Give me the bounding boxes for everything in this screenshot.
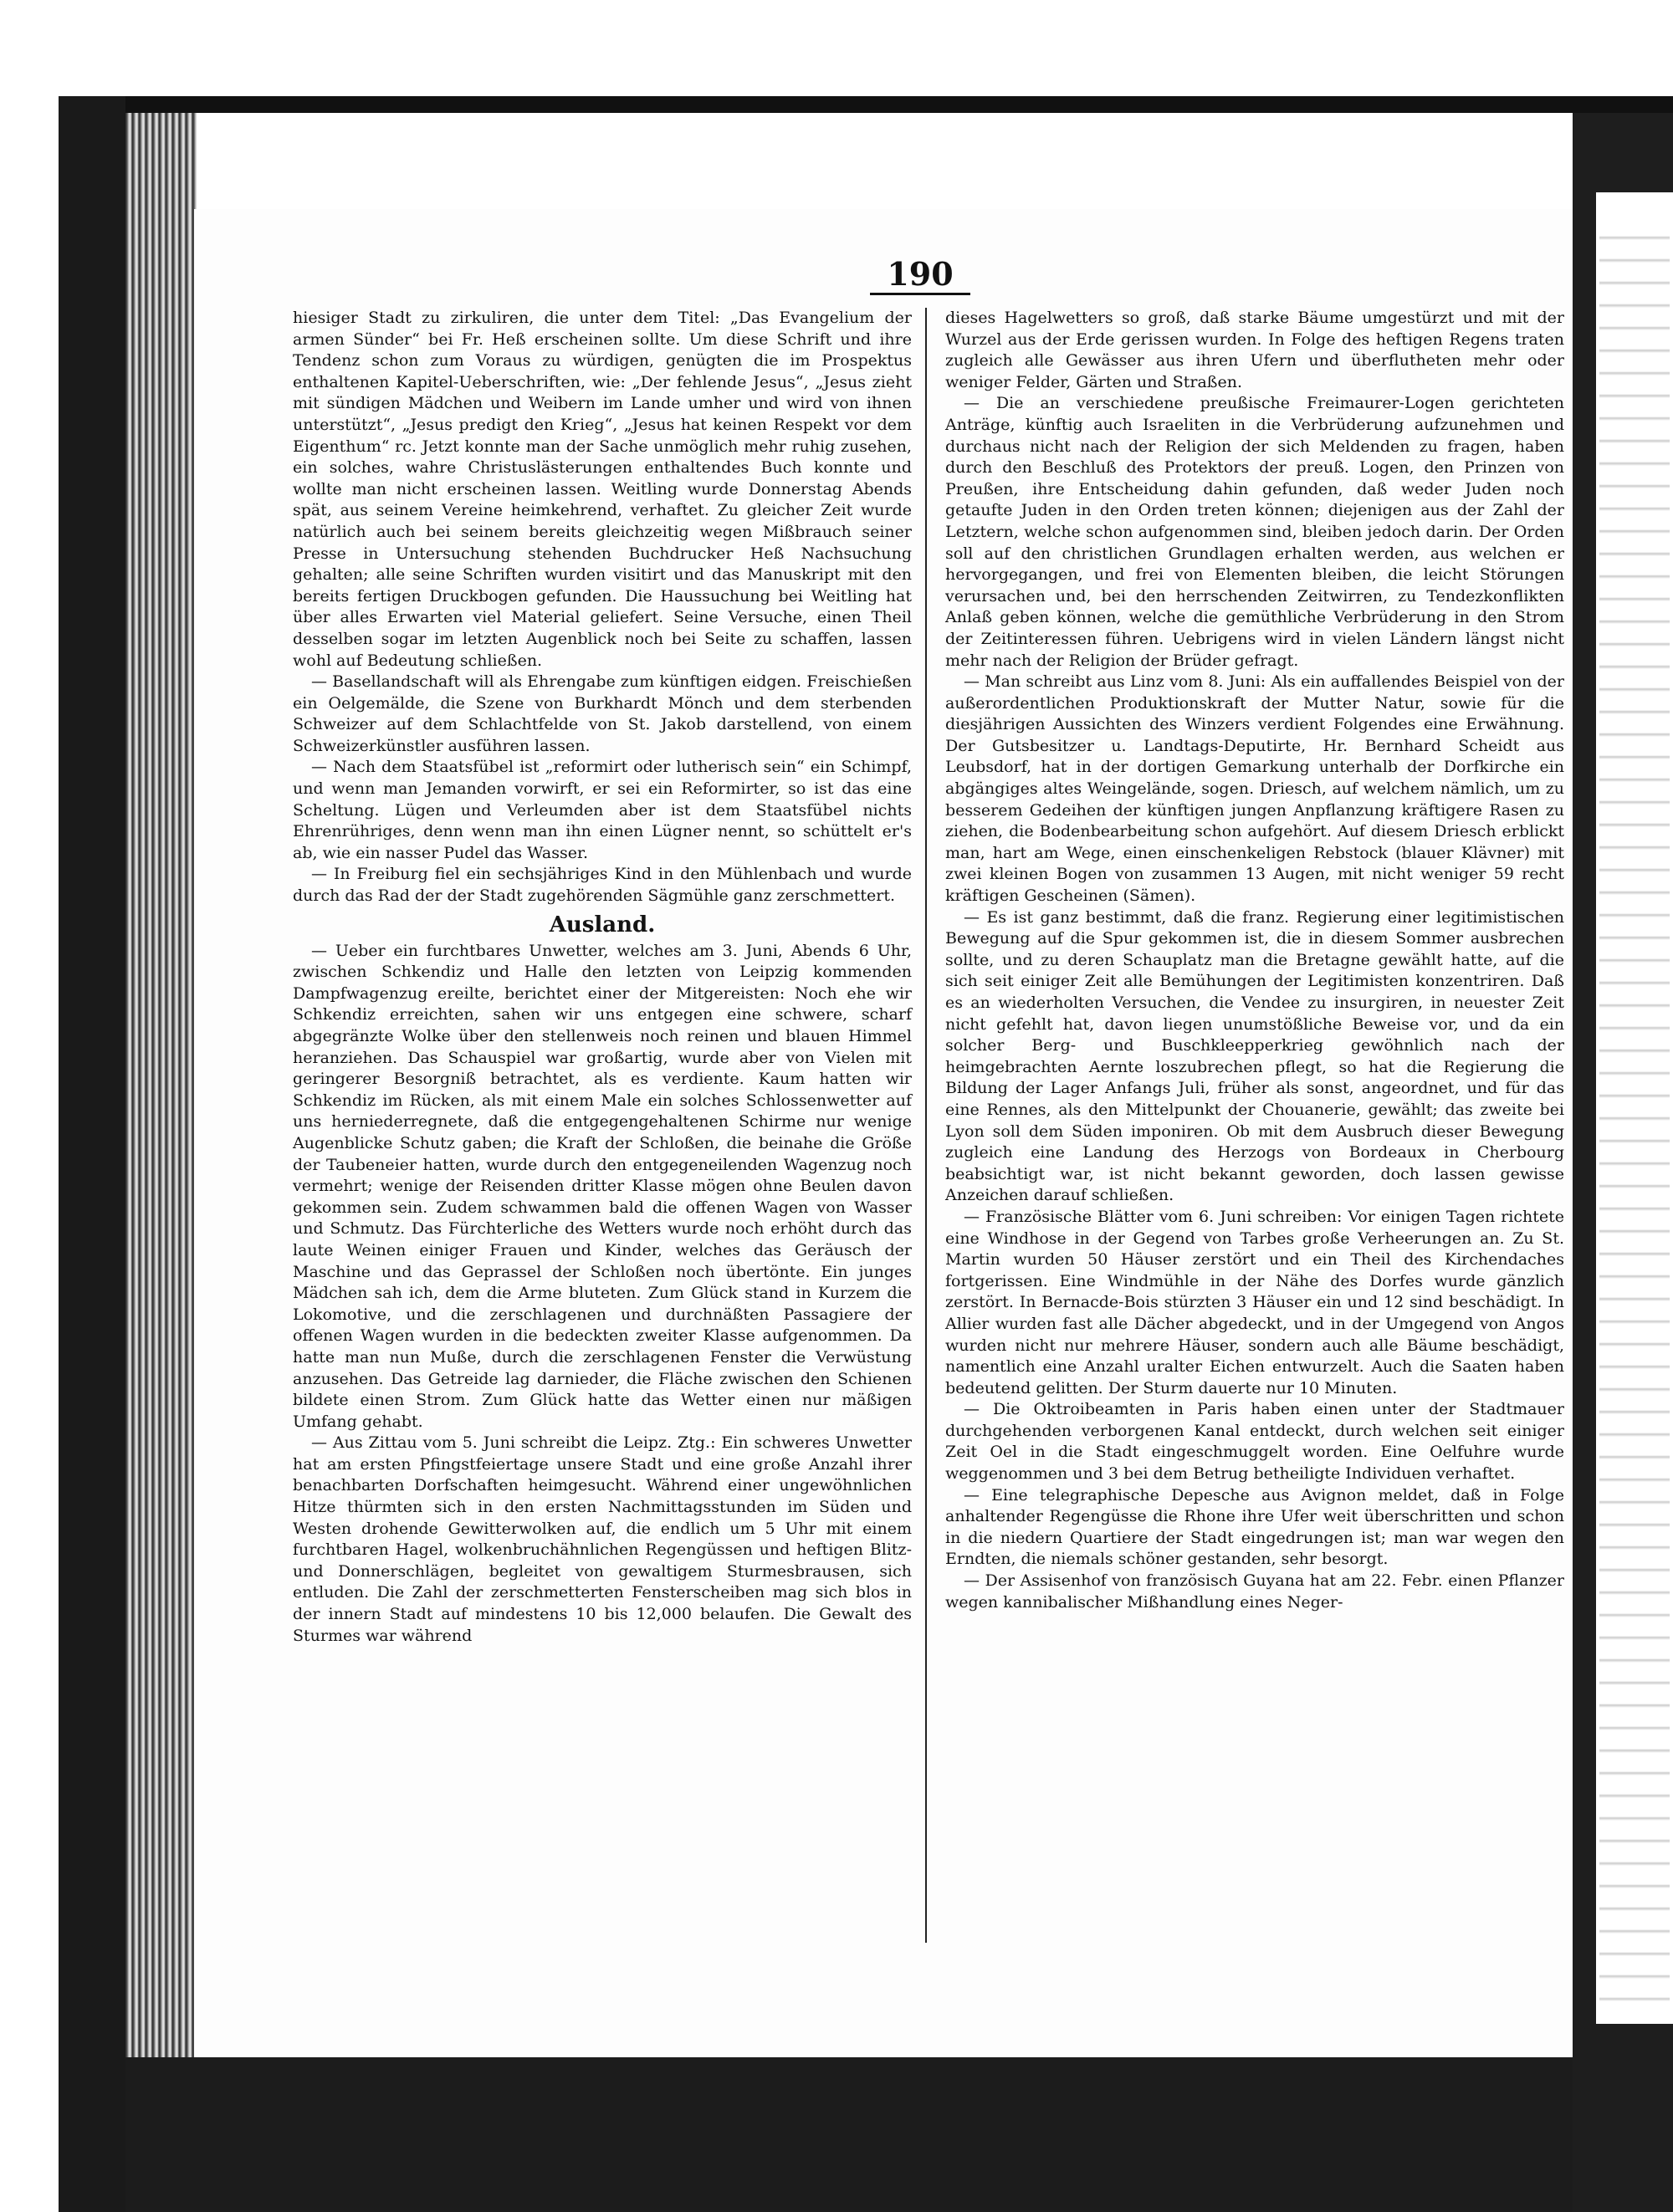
article-paragraph: — Französische Blätter vom 6. Juni schreiben: Vor einigen Tagen richtete eine Windhose in der Gegend von Tarbes große Verheerungen an. Zu St. Martin wurden 50 Häuser zerstört und ein Theil des Kirchendaches fortgerissen. Eine Windmühle in der Nähe des Dorfes wurde gänzlich zerstört. In Bernacde-Bois stürzten 3 Häuser ein und 12 sind beschädigt. In Allier wurden fast alle Dächer abgedeckt, und in der Umgegend von Angos wurden nicht nur mehrere Häuser, sondern auch alle Bäume beschädigt, namentlich eine Anzahl uralter Eichen entwurzelt. Auch die Saaten haben bedeutend gelitten. Der Sturm dauerte nur 10 Minuten. [945,1207,1564,1397]
article-paragraph: — Basellandschaft will als Ehrengabe zum künftigen eidgen. Freischießen ein Oelgemälde, die Szene von Burkhardt Mönch und dem sterbenden Schweizer auf dem Schlachtfelde von St. Jakob darstellend, von einem Schweizerkünstler ausführen lassen. [293,672,912,755]
scan-border-top [59,96,1673,113]
article-paragraph: — Nach dem Staatsfübel ist „reformirt oder lutherisch sein“ ein Schimpf, und wenn man Jemanden vorwirft, er sei ein Reformirter, so ist das eine Scheltung. Lügen und Verleumden aber ist dem Staatsfübel nichts Ehrenrühriges, denn wenn man ihn einen Lügner nennt, so schüttelt er's ab, wie ein nasser Pudel das Wasser. [293,758,912,862]
article-paragraph: — In Freiburg fiel ein sechsjähriges Kind in den Mühlenbach und wurde durch das Rad der der Stadt zugehörenden Sägmühle ganz zerschmettert. [293,865,912,906]
right-column [945,308,1564,1613]
article-paragraph: — Ueber ein furchtbares Unwetter, welches am 3. Juni, Abends 6 Uhr, zwischen Schkendiz und Halle den letzten von Leipzig kommenden Dampfwagenzug ereilte, berichtet einer der Mitgereisten: Noch ehe wir Schkendiz erreichten, sahen wir uns entgegen eine schwere, scharf abgegränzte Wolke über den stellenweis noch reinen und blauen Himmel heranziehen. Das Schauspiel war großartig, wurde aber von Vielen mit geringerer Besorgniß betrachtet, als es verdiente. Kaum hatten wir Schkendiz im Rücken, als mit einem Male ein solches Schlossenwetter auf uns herniederregnete, daß die entgegengehaltenen Schirme nur wenige Augenblicke Schutz gaben; die Kraft der Schloßen, die beinahe die Größe der Taubeneier hatten, wurde durch den entgegeneilenden Wagenzug noch vermehrt; wenige der Reisenden dritter Klasse mögen ohne Beulen davon gekommen sein. Zudem schwammen bald die offenen Wagen von Wasser und Schmutz. Das Fürchterliche des Wetters wurde noch erhöht durch das laute Weinen einiger Frauen und Kinder, welches das Geräusch der Maschine und das Geprassel der Schloßen noch übertönte. Ein junges Mädchen sah ich, dem die Arme bluteten. Zum Glück stand in Kurzem die Lokomotive, und die zerschlagenen und durchnäßten Passagiere der offenen Wagen wurden in die bedeckten zweiter Klasse aufgenommen. Da hatte man nun Muße, durch die zerschlagenen Fenster die Verwüstung anzusehen. Das Getreide lag darnieder, die Fläche zwischen den Schienen bildete einen Strom. Zum Glück hatte das Wetter einen nur mäßigen Umfang gehabt. [293,941,912,1431]
article-paragraph: — Eine telegraphische Depesche aus Avignon meldet, daß in Folge anhaltender Regengüsse die Rhone ihre Ufer weit überschritten und schon in die niedern Quartiere der Stadt eingedrungen ist; man war wegen den Erndten, die niemals schöner gestanden, sehr besorgt. [945,1485,1564,1569]
article-paragraph: — Es ist ganz bestimmt, daß die franz. Regierung einer legitimistischen Bewegung auf die Spur gekommen ist, die in diesem Sommer ausbrechen sollte, und zu deren Schauplatz man die Bretagne gewählt hatte, auf die sich seit einiger Zeit alle Bemühungen der Legitimisten konzentriren. Daß es an wiederholten Versuchen, die Vendee zu insurgiren, in neuester Zeit nicht gefehlt hat, davon liegen unumstößliche Beweise vor, und da ein solcher Berg- und Buschkleepperkrieg gewöhnlich nach der heimgebrachten Aernte loszubrechen pflegt, so hat die Regierung die Bildung der Lager Anfangs Juli, früher als sonst, angeordnet, und für das eine Rennes, als den Mittelpunkt der Chouanerie, gewählt; das zweite bei Lyon soll dem Süden imponiren. Ob mit dem Ausbruch dieser Bewegung zugleich eine Landung des Herzogs von Bordeaux in Cherbourg beabsichtigt war, ist nicht bekannt geworden, doch lassen gewisse Anzeichen darauf schließen. [945,907,1564,1205]
scan-border-bottom [125,2057,1673,2212]
article-paragraph: dieses Hagelwetters so groß, daß starke Bäume umgestürzt und mit der Wurzel aus der Erde gerissen wurden. In Folge des heftigen Regens traten zugleich alle Gewässer aus ihren Ufern und überflutheten mehr oder weniger Felder, Gärten und Straßen. [945,309,1564,391]
article-paragraph: — Die Oktroibeamten in Paris haben einen unter der Stadtmauer durchgehenden verborgenen Kanal entdeckt, durch welchen seit einiger Zeit Oel in die Stadt eingeschmuggelt worden. Eine Oelfuhre wurde weggenommen und 3 bei dem Betrug betheiligte Individuen verhaftet. [945,1400,1564,1484]
page-number: 190 [887,255,954,293]
article-paragraph: — Aus Zittau vom 5. Juni schreibt die Leipz. Ztg.: Ein schweres Unwetter hat am ersten Pfingstfeiertage unsere Stadt und eine große Anzahl ihrer benachbarten Dorfschaften heimgesucht. Während einer ungewöhnlichen Hitze thürmten sich in den ersten Nachmittagsstunden im Süden und Westen drohende Gewitterwolken auf, die endlich um 5 Uhr mit einem furchtbaren Hagel, wolkenbruchähnlichen Regengüssen und heftigen Blitz- und Donnerschlägen, begleitet von gewaltigem Sturmesbrausen, sich entluden. Die Zahl der zerschmetterten Fensterscheiben mag sich blos in der innern Stadt auf mindestens 10 bis 12,000 belaufen. Die Gewalt des Sturmes war während [293,1433,912,1645]
article-paragraph: — Man schreibt aus Linz vom 8. Juni: Als ein auffallendes Beispiel von der außerordentlichen Produktionskraft der Mutter Natur, sowie für die diesjährigen Aussichten des Winzers verdient Folgendes eine Erwähnung. Der Gutsbesitzer u. Landtags-Deputirte, Hr. Bernhard Scheidt aus Leubsdorf, hat in der dortigen Gemarkung unterhalb der Dorfkirche ein abgängiges altes Weingelände, sogen. Driesch, auf welchem nämlich, um zu besserem Gedeihen der künftigen jungen Anpflanzung kräftigere Rasen zu ziehen, die Bodenbearbeitung schon aufgehört. Auf diesem Driesch erblickt man, hart am Wege, einen einschenkeligen Rebstock (blauer Klävner) mit zwei kleinen Bogen von zusammen 13 Augen, mit nicht weniger 59 recht kräftigen Gescheinen (Sämen). [945,672,1564,906]
scan-border-left [59,96,125,2212]
article-paragraph: — Die an verschiedene preußische Freimaurer-Logen gerichteten Anträge, künftig auch Israeliten in die Verbrüderung aufzunehmen und durchaus nicht nach der Religion der sich Meldenden zu fragen, haben durch den Beschluß des Protektors der preuß. Logen, den Prinzen von Preußen, ihre Entscheidung dahin gefunden, daß weder Juden noch getaufte Juden in den Orden treten können; diejenigen aus der Zahl der Letztern, welche schon aufgenommen sind, bleiben jedoch darin. Der Orden soll auf den christlichen Grundlagen erhalten werden, aus welchen er hervorgegangen, und frei von Elementen bleiben, die leicht Störungen verursachen und, bei den herrschenden Zeitwirren, zu Tendezkonflikten Anlaß geben können, welche die gemüthliche Verbrüderung in den Strom der Zeitinteressen führen. Uebrigens wird in vielen Ländern längst nicht mehr nach der Religion der Brüder gefragt. [945,394,1564,670]
book-page-edges [125,113,197,2204]
left-column [293,308,912,1647]
page-number-rule [870,293,970,295]
column-divider [925,308,927,1943]
article-paragraph: — Der Assisenhof von französisch Guyana hat am 22. Febr. einen Pflanzer wegen kannibalischer Mißhandlung eines Neger- [945,1571,1564,1612]
adjacent-page-text [1599,217,1670,2007]
section-heading: Ausland. [549,912,656,937]
article-paragraph: hiesiger Stadt zu zirkuliren, die unter dem Titel: „Das Evangelium der armen Sünder“ bei Fr. Heß erscheinen sollte. Um diese Schrift und ihre Tendenz schon zum Voraus zu würdigen, genügten die im Prospektus enthaltenen Kapitel-Ueberschriften, wie: „Der fehlende Jesus“, „Jesus zieht mit sündigen Mädchen und Weibern im Lande umher und wird von ihnen unterstützt“, „Jesus predigt den Krieg“, „Jesus hat keinen Respekt vor dem Eigenthum“ rc. Jetzt konnte man der Sache unmöglich mehr ruhig zusehen, ein solches, wahre Christuslästerungen enthaltendes Buch konnte und wollte man nicht erscheinen lassen. Weitling wurde Donnerstag Abends spät, aus seinem Vereine heimkehrend, verhaftet. Zu gleicher Zeit wurde natürlich auch bei seinem bereits gleichzeitig wegen Mißbrauch seiner Presse in Untersuchung stehenden Buchdrucker Heß Nachsuchung gehalten; alle seine Schriften wurden visitirt und das Manuskript mit den bereits fertigen Druckbogen gefunden. Die Haussuchung bei Weitling hat über alles Erwarten viel Material geliefert. Seine Versuche, einen Theil desselben sogar im letzten Augenblick noch bei Seite zu schaffen, lassen wohl auf Bedeutung schließen. [293,309,912,670]
